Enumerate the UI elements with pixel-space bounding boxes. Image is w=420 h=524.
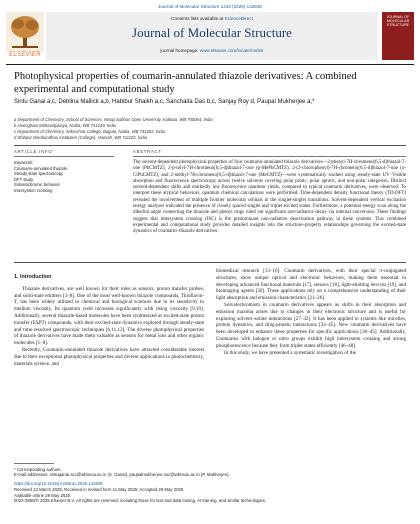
keyword: Intersystem crossing <box>14 187 53 193</box>
body-rule <box>14 262 406 263</box>
doi-link[interactable]: https://doi.org/10.1016/j.molstruc.2025.142838 <box>14 481 103 487</box>
contents-prefix: Contents lists available at <box>171 16 224 21</box>
footnotes <box>14 463 406 504</box>
paragraph: Thiazole derivatives, are well known for their roles as sensors, proton transfer probes, and solid-state emitters [1–8]. One of the most well-known thiazole compounds, Thioflavin-T, has been widely utilized in chemical and biological sciences due to its sensitivity to medium viscosity. Its quantum yield increases significantly with rising viscosity [9,10]. Additionally, several thiazole-based molecules have been synthesized as excited-state proton transfer (ESPT) compounds, with their excited-state dynamics explored through steady-state and time-resolved spectroscopic techniques [6,11,12]. The diverse photophysical properties of thiazole derivatives have made them valuable as sensors for metal ions and other organic molecules [1–8]. <box>14 285 204 347</box>
header-rule <box>6 64 414 65</box>
author-list: Sintu Ganai a,c, Deblina Mallick a,b, Habibur Shaikh a,c, Sanchaita Das b,c, Sanjay Roy d, Paupal Mukherjee a,* <box>14 99 315 105</box>
homepage-link[interactable]: www.elsevier.com/locate/molstr <box>199 48 264 53</box>
homepage-line <box>46 48 378 53</box>
introduction-heading: 1. Introduction <box>14 274 52 280</box>
abstract-rule <box>133 156 406 157</box>
keyword: Solvatochromic behavior <box>14 182 60 188</box>
footnote-rule <box>14 463 54 464</box>
sciencedirect-link[interactable]: ScienceDirect <box>224 16 253 21</box>
journal-title: Journal of Molecular Structure <box>132 25 292 40</box>
paragraph: Recently, Coumarin-annulated thiazole derivatives have attracted considerable interest due to their exceptional photophysical properties and diverse applications in photochemistry, materials science, and <box>14 346 204 367</box>
cover-title: JOURNAL OF MOLECULAR STRUCTURE <box>386 15 410 27</box>
journal-reference[interactable]: Journal of Molecular Structure 1343 (2025) 142838 <box>158 4 262 9</box>
right-column <box>216 268 406 356</box>
paper-title: Photophysical properties of coumarin-annulated thiazole derivatives: A combined experimental and computational study <box>14 71 357 95</box>
article-info-rule <box>14 156 114 157</box>
paragraph: Solvatochromism in coumarin derivatives appears as shifts in their absorption and emission maxima arises due to changes in their electronic structure and is useful for exploring solvent–solute interactions [27–32]. It has been applied to systems like micelles, protein dynamics, and drug-protein interactions [33–45]. New coumarin derivatives have been developed to enhance these properties for specific applications [36–45]. Additionally, Coumarins with halogen or nitro groups exhibit high intersystem crossing and strong phosphorescence because they form triplet states efficiently [46–48]. <box>216 301 406 349</box>
affiliation-d: d Shibpur Dinobundhoo Institution (College), Howrah, WB 711102, India <box>14 135 147 140</box>
keywords-label: Keywords: <box>14 160 34 165</box>
abstract-text: The solvent-dependent photophysical properties of four coumarin-annulated thiazole derivatives—2-phenyl-7H-chromeno[6,5-d]thiazol-7-one (PhCMTZ), 2-p-tolyl-7H-chromeno[6,5-d]thiazol-7-one (p-MePhCMTZ), 2-(2-chlorophenyl)-7H-chromeno[6,5-d]thiazol-7-one (o-ClPhCMTZ), and 2-methyl-7H-chromeno[6,5-d]thiazol-7-one (MeCMTZ)—were systematically studied using steady-state UV–Visible absorption and fluorescence spectroscopy across twelve solvents covering polar protic, polar aprotic, and non-polar categories. Distinct solvent-dependent shifts and markedly low fluorescence quantum yields, compared to typical coumarin derivatives, were observed. To interpret these atypical behaviors, quantum chemical calculations were performed. Time-dependent density functional theory (TD-DFT) revealed the involvement of multiple frontier molecular orbitals in the singlet-singlet transitions. Solvent-dependent vertical excitation energy analyses indicated the presence of closely spaced singlet and triplet excited states. Furthermore, a potential energy scan along the dihedral angle connecting the thiazole and phenyl rings ruled out significant non-radiative decay via internal conversion. These findings suggest that intersystem crossing (ISC) is the predominant non-radiative deactivation pathway in these systems. This combined experimental and computational study provides detailed insights into the structure–property relationships governing the excited-state dynamics of coumarin–thiazole derivatives. <box>133 160 406 235</box>
paragraph: In this study, we have presented a systematic investigation of the <box>224 349 356 356</box>
tree-icon <box>6 12 44 52</box>
article-info-heading: ARTICLE INFO <box>14 149 53 154</box>
online-date: Available online 29 May 2025 <box>14 492 71 498</box>
left-column <box>14 274 204 367</box>
received-dates: Received 13 March 2025; Received in revised form 11 May 2025; Accepted 29 May 2025 <box>14 486 184 492</box>
abstract-heading: ABSTRACT <box>133 149 162 154</box>
section-rule <box>14 145 406 146</box>
keyword: Steady state spectroscopy <box>14 171 64 177</box>
homepage-prefix: journal homepage: <box>160 48 199 53</box>
affiliation-c: c Department of Chemistry, Sriknishna College, Bagula, Nadia, WB 741502, India <box>14 129 165 134</box>
publisher-name: ELSEVIER <box>9 52 41 58</box>
journal-banner <box>46 12 378 60</box>
contents-line <box>46 16 378 21</box>
keyword: Coumarin-annulated thiazole <box>14 165 68 171</box>
affiliations <box>14 117 406 141</box>
paragraph: biomedical research [13–16]. Coumarin derivatives, with their special π-conjugated structures, show unique optical and electronic behaviors, making them essential in developing advanced functional materials [17], sensors [18], light-emitting devices [19], and bioimaging agents [20]. These applications rely on a comprehensive understanding of their light absorption and emission characteristics [21–26]. <box>216 268 406 302</box>
journal-header <box>6 12 414 60</box>
affiliation-b: b Haringhata Mahavidyalaya, Nadia, WB 741249, India <box>14 123 116 128</box>
copyright: 0022-2860/© 2025 Elsevier B.V. All rights are reserved, including those for text and data mining, AI training, and similar technologies. <box>14 498 267 504</box>
keyword: DFT study <box>14 176 34 182</box>
corresponding-note: * Corresponding authors. <box>14 466 62 472</box>
affiliation-a: a Department of Chemistry, School of Sciences, Netaji Subhas Open University, Kolkata, WB 700064, India <box>14 117 213 122</box>
email-addresses[interactable]: E-mail addresses: sintuganai.scc@wbnsou.ac.in (S. Ganai), paupalmukherjee.soc@wbnsou.ac.in (P. Mukherjee). <box>14 472 230 478</box>
keywords-block <box>14 160 114 194</box>
journal-cover[interactable] <box>382 12 414 60</box>
elsevier-logo[interactable] <box>6 12 44 60</box>
